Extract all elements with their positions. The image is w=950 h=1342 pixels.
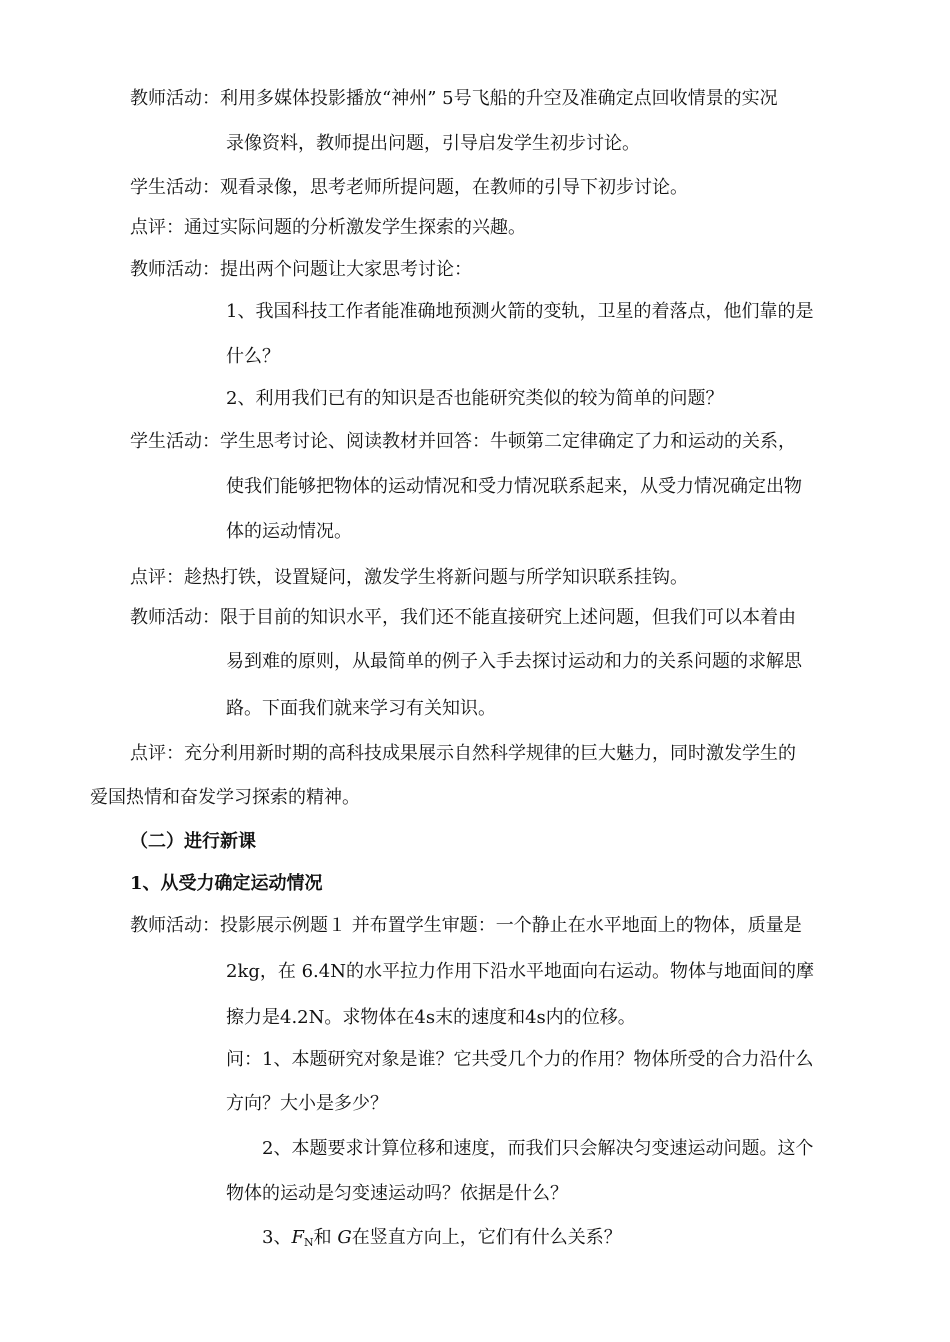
- text-line: 路。下面我们就来学习有关知识。: [226, 698, 496, 719]
- text-line: 教师活动：提出两个问题让大家思考讨论：: [130, 259, 472, 280]
- text-line: 2、利用我们已有的知识是否也能研究类似的较为简单的问题？: [226, 388, 724, 409]
- text-line: 1、我国科技工作者能准确地预测火箭的变轨，卫星的着落点，他们靠的是: [226, 301, 814, 322]
- text-line: 点评：通过实际问题的分析激发学生探索的兴趣。: [130, 217, 526, 238]
- text-line: 教师活动：限于目前的知识水平，我们还不能直接研究上述问题，但我们可以本着由: [130, 607, 796, 628]
- text-line: 2kg，在 6.4N的水平拉力作用下沿水平地面向右运动。物体与地面间的摩: [226, 961, 814, 982]
- question-text: 在竖直方向上，它们有什么关系？: [351, 1227, 622, 1248]
- text-line: 点评：趁热打铁，设置疑问，激发学生将新问题与所学知识联系挂钩。: [130, 567, 688, 588]
- text-line: 2、本题要求计算位移和速度，而我们只会解决匀变速运动问题。这个: [262, 1138, 814, 1159]
- connector-text: 和: [313, 1227, 338, 1248]
- text-line: 方向？大小是多少？: [226, 1093, 388, 1114]
- text-line: 擦力是4.2N。求物体在4s末的速度和4s内的位移。: [226, 1007, 636, 1028]
- text-line: 点评：充分利用新时期的高科技成果展示自然科学规律的巨大魅力，同时激发学生的: [130, 743, 796, 764]
- text-line: 易到难的原则，从最简单的例子入手去探讨运动和力的关系问题的求解思: [226, 651, 802, 672]
- text-line: 问：1、本题研究对象是谁？它共受几个力的作用？物体所受的合力沿什么: [226, 1049, 814, 1070]
- section-heading: （二）进行新课: [130, 831, 256, 852]
- text-line: 教师活动：投影展示例题１ 并布置学生审题：一个静止在水平地面上的物体，质量是: [130, 915, 802, 936]
- text-line: 体的运动情况。: [226, 521, 352, 542]
- text-line-formula: [262, 1226, 622, 1255]
- text-line: 教师活动：利用多媒体投影播放“神州” 5号飞船的升空及准确定点回收情景的实况: [130, 88, 778, 109]
- subsection-heading: 1、从受力确定运动情况: [130, 873, 323, 894]
- normal-force-symbol: $F_N$: [291, 1227, 314, 1249]
- text-line: 学生活动：学生思考讨论、阅读教材并回答：牛顿第二定律确定了力和运动的关系，: [130, 431, 796, 452]
- text-line: 使我们能够把物体的运动情况和受力情况联系起来，从受力情况确定出物: [226, 476, 802, 497]
- text-line: 物体的运动是匀变速运动吗？依据是什么？: [226, 1183, 568, 1204]
- text-line: 学生活动：观看录像，思考老师所提问题，在教师的引导下初步讨论。: [130, 177, 688, 198]
- gravity-symbol: G: [337, 1227, 352, 1248]
- item-number: 3、: [262, 1227, 292, 1248]
- text-line: 爱国热情和奋发学习探索的精神。: [90, 787, 360, 808]
- text-line: 录像资料，教师提出问题，引导启发学生初步讨论。: [226, 133, 640, 154]
- text-line: 什么？: [226, 346, 280, 367]
